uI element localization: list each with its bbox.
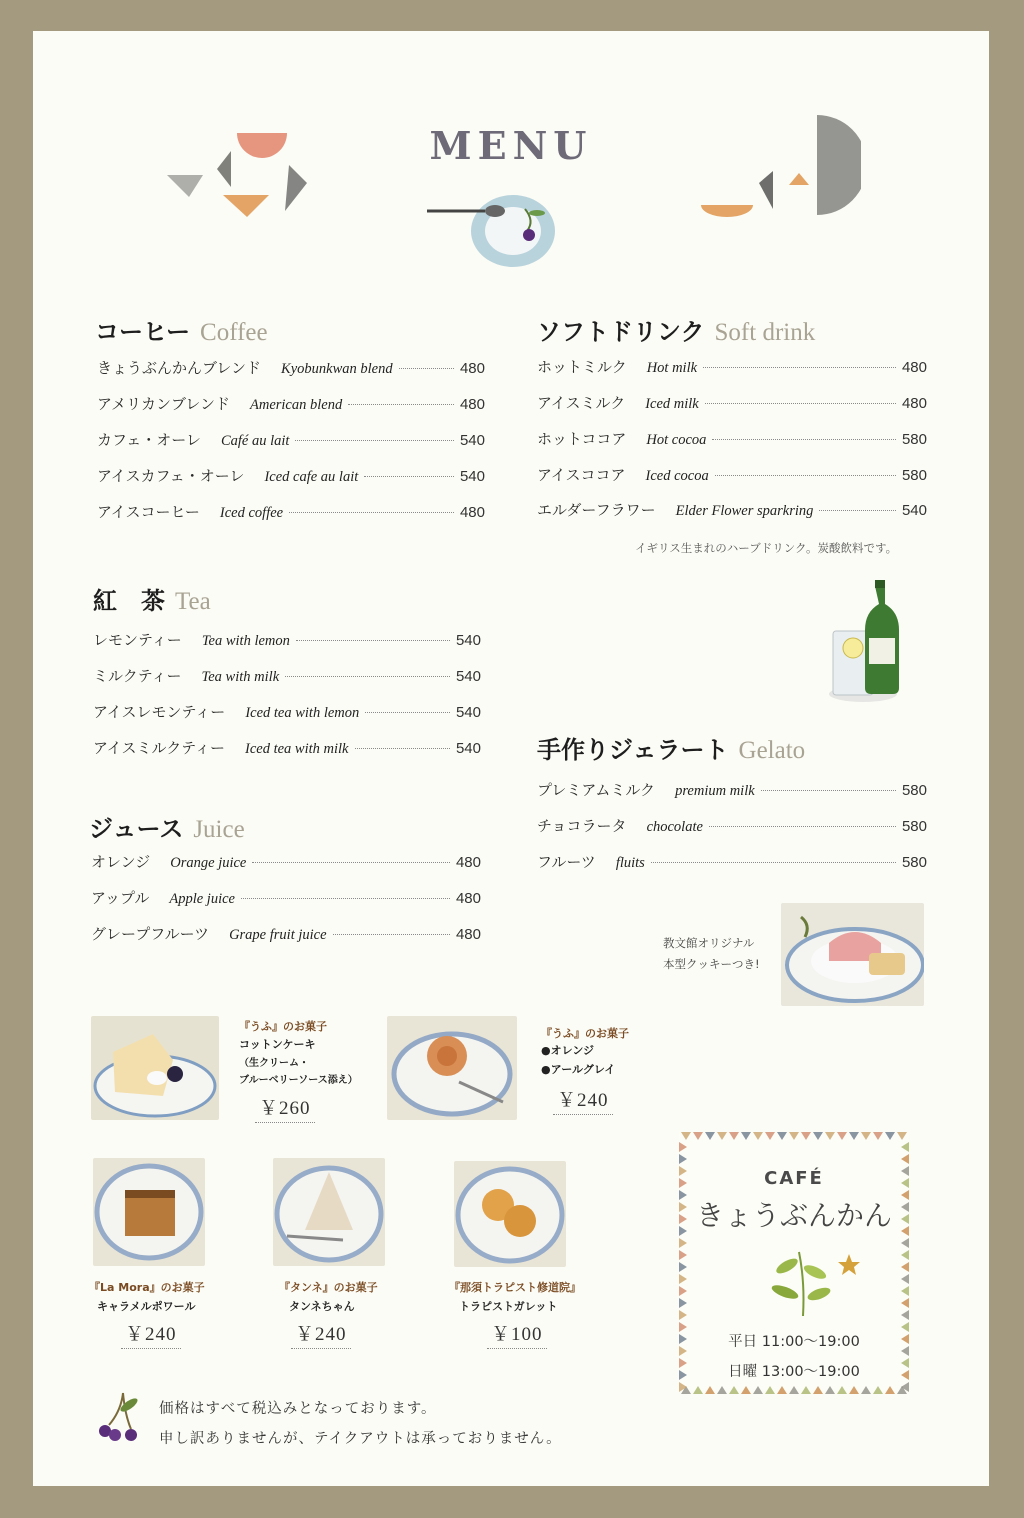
soft-drink-item <box>537 464 927 490</box>
sweet-5-price: ￥100 <box>487 1319 547 1349</box>
item-jp: レモンティー <box>93 631 182 649</box>
item-jp: きょうぶんかんブレンド <box>97 359 262 377</box>
gelato-heading <box>537 730 805 765</box>
trappist-galette-photo <box>454 1161 566 1267</box>
item-jp: ホットココア <box>537 430 627 448</box>
sweet-3-name: キャラメルポワール <box>97 1300 196 1313</box>
coffee-heading <box>95 312 268 347</box>
item-jp: プレミアムミルク <box>537 781 656 799</box>
decorative-shapes-right <box>701 111 861 231</box>
sweet-4-name: タンネちゃん <box>289 1300 355 1313</box>
cotton-cake-photo <box>91 1016 219 1120</box>
leader-dots <box>296 640 450 641</box>
leader-dots <box>241 898 450 899</box>
item-price: 480 <box>901 395 927 412</box>
cafe-info-card <box>679 1132 909 1394</box>
leader-dots <box>252 862 450 863</box>
sweet-4-title: 『タンネ』のお菓子 <box>279 1281 378 1294</box>
leader-dots <box>703 367 896 368</box>
item-en: Elder Flower sparkring <box>675 503 814 519</box>
herb-sprig-icon <box>763 1242 863 1318</box>
juice-heading-jp: ジュース <box>89 814 184 843</box>
item-jp: アイスコーヒー <box>97 503 200 521</box>
tea-item <box>93 629 481 655</box>
coffee-item <box>97 357 485 383</box>
gelato-item <box>537 815 927 841</box>
tea-item <box>93 665 481 691</box>
item-jp: ホットミルク <box>537 358 627 376</box>
soft-drink-heading <box>537 312 815 347</box>
gelato-heading-jp: 手作りジェラート <box>537 735 729 764</box>
item-en: Grape fruit juice <box>229 927 327 943</box>
item-en: Tea with lemon <box>201 633 290 649</box>
caramel-poire-photo <box>93 1158 205 1266</box>
item-price: 580 <box>901 854 927 871</box>
item-en: Hot milk <box>646 360 698 376</box>
decorative-shapes-left <box>161 129 321 229</box>
item-jp: アメリカンブレンド <box>97 395 230 413</box>
gelato-photo <box>781 903 924 1006</box>
leader-dots <box>355 748 450 749</box>
item-en: premium milk <box>675 783 755 799</box>
soft-drink-item <box>537 499 927 525</box>
leader-dots <box>289 512 454 513</box>
sweet-2-price: ￥240 <box>553 1085 613 1115</box>
item-en: fluits <box>615 855 645 871</box>
item-price: 540 <box>455 740 481 757</box>
leader-dots <box>651 862 896 863</box>
sweet-3-price: ￥240 <box>121 1319 181 1349</box>
item-en: Iced cocoa <box>645 468 709 484</box>
juice-item <box>91 887 481 913</box>
footer-note-tax: 価格はすべて税込みとなっております。 <box>159 1401 437 1417</box>
soft-drink-item <box>537 356 927 382</box>
item-price: 540 <box>455 704 481 721</box>
page-title: MENU <box>429 123 593 168</box>
item-price: 580 <box>901 467 927 484</box>
coffee-item <box>97 429 485 455</box>
item-price: 480 <box>455 890 481 907</box>
item-jp: フルーツ <box>537 853 596 871</box>
sweet-4-price: ￥240 <box>291 1319 351 1349</box>
item-en: Iced coffee <box>219 505 284 521</box>
card-cafe-label: CAFÉ <box>764 1168 824 1189</box>
sweet-2-price-wrap <box>553 1085 613 1115</box>
sweet-1-price: ￥260 <box>255 1093 315 1123</box>
item-price: 540 <box>455 632 481 649</box>
item-price: 540 <box>459 468 485 485</box>
sweet-4-price-wrap <box>291 1319 351 1349</box>
soft-drink-item <box>537 392 927 418</box>
gelato-item <box>537 779 927 805</box>
tea-heading <box>93 581 211 616</box>
item-price: 480 <box>455 926 481 943</box>
sweet-2-title: 『うふ』のお菓子 <box>541 1027 629 1040</box>
juice-item <box>91 851 481 877</box>
item-price: 540 <box>901 502 927 519</box>
footer-note-takeout: 申し訳ありませんが、テイクアウトは承っておりません。 <box>159 1431 562 1447</box>
leader-dots <box>364 476 454 477</box>
item-jp: カフェ・オーレ <box>97 431 201 449</box>
gelato-note-line1: 教文館オリジナル <box>663 936 755 950</box>
tea-heading-en: Tea <box>175 588 211 615</box>
tea-item <box>93 737 481 763</box>
item-jp: ミルクティー <box>93 667 182 685</box>
coffee-item <box>97 393 485 419</box>
plate-spoon-illustration <box>425 191 555 281</box>
item-jp: アイスレモンティー <box>93 703 226 721</box>
sweet-1-price-wrap <box>255 1093 315 1123</box>
sweet-3-title: 『La Mora』のお菓子 <box>89 1281 205 1294</box>
item-en: Iced milk <box>645 396 699 412</box>
gelato-heading-en: Gelato <box>738 737 806 764</box>
item-en: chocolate <box>646 819 703 835</box>
item-jp: グレープフルーツ <box>91 925 210 943</box>
juice-heading <box>89 809 245 844</box>
sweet-2-flavor: ●アールグレイ <box>541 1063 616 1076</box>
soft-drink-item <box>537 428 927 454</box>
item-jp: アップル <box>91 889 150 907</box>
item-jp: チョコラータ <box>537 817 627 835</box>
leader-dots <box>712 439 896 440</box>
gelato-note-line2: 本型クッキーつき! <box>663 957 760 971</box>
leader-dots <box>399 368 454 369</box>
item-en: Iced cafe au lait <box>264 469 359 485</box>
sweet-1-name: コットンケーキ <box>239 1038 316 1051</box>
tea-heading-jp: 紅 茶 <box>93 586 165 615</box>
item-en: Iced tea with milk <box>245 741 349 757</box>
leader-dots <box>709 826 896 827</box>
tea-item <box>93 701 481 727</box>
elderflower-bottle-image <box>823 576 933 711</box>
item-price: 480 <box>459 504 485 521</box>
leader-dots <box>761 790 896 791</box>
item-jp: アイスココア <box>537 466 626 484</box>
leader-dots <box>333 934 450 935</box>
sweet-1-note: （生クリーム・ <box>239 1058 309 1069</box>
juice-item <box>91 923 481 949</box>
item-price: 480 <box>901 359 927 376</box>
coffee-item <box>97 501 485 527</box>
sweet-1-note: ブルーベリーソース添え） <box>239 1075 358 1086</box>
item-jp: アイスカフェ・オーレ <box>97 467 245 485</box>
leader-dots <box>705 403 896 404</box>
item-en: Café au lait <box>220 433 290 449</box>
item-price: 480 <box>459 360 485 377</box>
item-price: 480 <box>459 396 485 413</box>
leader-dots <box>365 712 450 713</box>
sweet-5-price-wrap <box>487 1319 547 1349</box>
item-jp: アイスミルクティー <box>93 739 226 757</box>
item-price: 540 <box>459 432 485 449</box>
menu-page <box>33 31 989 1486</box>
sweet-1-title: 『うふ』のお菓子 <box>239 1020 327 1033</box>
coffee-heading-jp: コーヒー <box>95 317 191 346</box>
item-en: Iced tea with lemon <box>245 705 360 721</box>
coffee-item <box>97 465 485 491</box>
sweet-5-title: 『那須トラピスト修道院』 <box>449 1281 581 1294</box>
sweet-3-price-wrap <box>121 1319 181 1349</box>
item-jp: アイスミルク <box>537 394 626 412</box>
soft-heading-en: Soft drink <box>714 319 816 346</box>
item-price: 580 <box>901 782 927 799</box>
leader-dots <box>285 676 450 677</box>
card-cafe-name: きょうぶんかん <box>695 1199 892 1232</box>
tanne-chan-photo <box>273 1158 385 1266</box>
item-en: Hot cocoa <box>646 432 707 448</box>
rose-cake-photo <box>387 1016 517 1120</box>
item-price: 580 <box>901 818 927 835</box>
item-price: 480 <box>455 854 481 871</box>
sunday-hours: 日曜 13:00～19:00 <box>728 1364 860 1380</box>
item-price: 540 <box>455 668 481 685</box>
sweet-2-flavor: ●オレンジ <box>541 1044 595 1057</box>
berry-sprig-icon <box>95 1391 145 1447</box>
item-jp: オレンジ <box>91 853 151 871</box>
item-price: 580 <box>901 431 927 448</box>
soft-heading-jp: ソフトドリンク <box>537 317 705 346</box>
item-jp: エルダーフラワー <box>537 501 656 519</box>
leader-dots <box>715 475 896 476</box>
item-en: Apple juice <box>169 891 235 907</box>
gelato-item <box>537 851 927 877</box>
item-en: American blend <box>249 397 343 413</box>
leader-dots <box>819 510 896 511</box>
weekday-hours: 平日 11:00～19:00 <box>728 1334 860 1350</box>
coffee-heading-en: Coffee <box>200 319 268 346</box>
item-en: Orange juice <box>170 855 247 871</box>
item-en: Tea with milk <box>201 669 280 685</box>
item-en: Kyobunkwan blend <box>281 361 393 377</box>
juice-heading-en: Juice <box>193 816 245 843</box>
elderflower-note: イギリス生まれのハーブドリンク。炭酸飲料です。 <box>635 541 898 555</box>
leader-dots <box>348 404 454 405</box>
sweet-5-name: トラピストガレット <box>459 1300 558 1313</box>
leader-dots <box>295 440 454 441</box>
